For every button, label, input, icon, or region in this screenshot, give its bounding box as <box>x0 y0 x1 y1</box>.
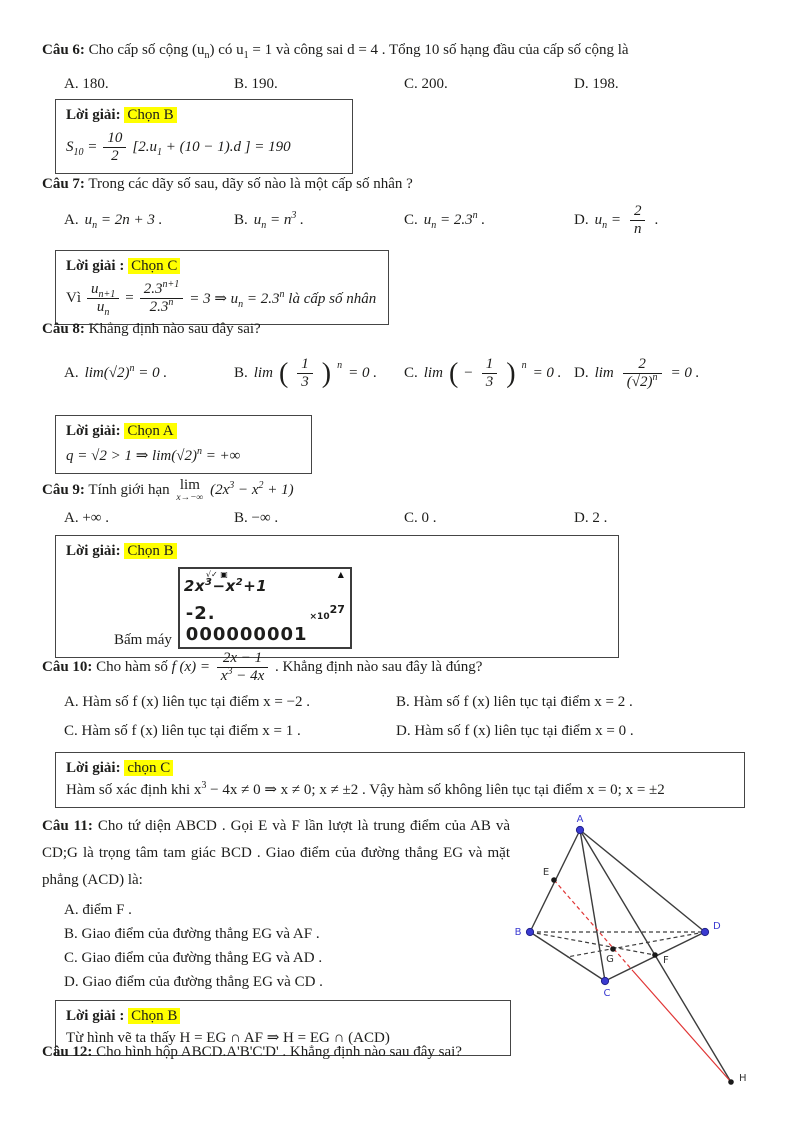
q7-option-c <box>404 210 574 232</box>
q8-d-num: 2 <box>623 356 662 374</box>
q8-b-exponent: n <box>337 360 343 372</box>
q6-option-d: D. 198. <box>574 75 619 92</box>
q8-b-num: 1 <box>297 356 313 374</box>
q9-option-c: C. 0 . <box>404 509 437 526</box>
q8-letter-c: C. <box>404 365 418 382</box>
median-D-G-dashed <box>567 932 705 957</box>
q7-option-b <box>234 210 404 232</box>
q9-loigiai-label: Lời giải: <box>66 542 121 559</box>
question-7 <box>42 174 756 325</box>
q8-d-lim: lim <box>594 365 614 382</box>
q11-loigiai-label: Lời giải : <box>66 1008 125 1024</box>
point-F-dot <box>652 952 658 958</box>
q7-option-d-post: . <box>654 212 659 229</box>
q9-option-b: B. −∞ . <box>234 509 279 526</box>
point-label-E: E <box>542 867 550 878</box>
q8-label: Câu 8: <box>42 321 85 337</box>
q10-solution-head <box>66 758 734 778</box>
q11-label: Câu 11: <box>42 818 93 834</box>
q6-loigiai-label: Lời giải: <box>66 106 121 123</box>
q9-solution-box <box>55 535 619 658</box>
point-E-dot <box>551 877 557 883</box>
q8-option-a-math: $\lim(√2)^n = 0$ . <box>84 363 168 382</box>
q8-d-post: = 0 . <box>670 365 700 382</box>
tetrahedron-diagram <box>506 810 794 1104</box>
q7-letter-c: C. <box>404 212 418 229</box>
q6-option-b: B. 190. <box>234 75 278 92</box>
question-6 <box>42 40 756 174</box>
q11-solution-body: Từ hình vẽ ta thấy H = EG ∩ AF ⇒ H = EG ∩ (ACD) <box>66 1030 390 1046</box>
point-label-H: H <box>739 1073 747 1084</box>
q7-formula-post: = 3 ⇒ $u_n = 2.3^n$ là cấp số nhân <box>189 289 377 310</box>
q8-loigiai-label: Lời giải: <box>66 422 121 439</box>
q10-option-d: D. Hàm số f (x) liên tục tại điểm x = 0 . <box>396 722 634 739</box>
q7-letter-a: A. <box>64 212 79 229</box>
q9-option-d: D. 2 . <box>574 509 608 526</box>
q7-solution-formula <box>66 278 378 318</box>
q7-options <box>42 200 756 242</box>
q9-bam-may-label: Bấm máy <box>114 631 172 648</box>
calc-exponent: 27 <box>329 602 345 616</box>
q7-option-a-math: $u_n = 2n + 3$ . <box>84 212 163 232</box>
q10-frac-den: $x^3 - 4x$ <box>220 666 265 685</box>
edge-AD <box>580 830 705 932</box>
q8-solution-formula <box>66 446 301 465</box>
q8-d-fraction <box>623 356 662 392</box>
q9-title <box>42 478 756 504</box>
q7-option-d-pre: $u_n$ = <box>594 212 621 232</box>
point-G-dot <box>610 946 616 952</box>
q8-b-den: 3 <box>301 374 309 391</box>
q6-option-c: C. 200. <box>404 75 448 92</box>
q8-c-post: = 0 . <box>532 365 562 382</box>
q7-f1-num: $u_{n+1}$ <box>87 281 119 299</box>
q7-letter-b: B. <box>234 212 248 229</box>
q6-label: Câu 6: <box>42 42 85 58</box>
q7-d-den: n <box>633 221 642 238</box>
q7-option-d <box>574 203 756 239</box>
q8-b-post: = 0 . <box>348 365 377 382</box>
q7-letter-d: D. <box>574 212 589 229</box>
q6-fraction <box>103 130 126 166</box>
q11-option-c: C. Giao điểm của đường thẳng EG và AD . <box>64 950 323 966</box>
q8-b-lim: lim <box>253 365 273 382</box>
q7-title <box>42 174 756 196</box>
point-H-dot <box>728 1079 734 1085</box>
q8-choice-highlight: Chọn A <box>124 423 176 439</box>
q10-title-post: . Khẳng định nào sau đây là đúng? <box>274 659 483 676</box>
q11-title-text: Cho tứ diện ABCD . Gọi E và F lần lượt là trung điểm của AB và CD;G là trọng tâm tam giác BCD . Giao điểm của đường thẳng EG và mặt phẳng (ACD) là: <box>42 818 511 888</box>
q8-c-den: 3 <box>485 374 494 391</box>
calc-times-ten: ×10 <box>309 611 330 622</box>
q9-lim: lim <box>179 477 200 493</box>
vertex-label-B: B <box>514 927 522 938</box>
q6-frac-num: 10 <box>103 130 126 148</box>
q10-choice-highlight: chọn C <box>124 760 173 776</box>
q11-choice-highlight: Chọn B <box>128 1008 180 1024</box>
point-label-F: F <box>663 955 669 966</box>
q7-f2-num: $2.3^{n+1}$ <box>140 281 184 299</box>
q6-frac-den: 2 <box>111 148 119 164</box>
q12-label: Câu 12: <box>42 1044 93 1060</box>
line-EG-red-dashed <box>554 880 633 971</box>
q7-formula-vi: Vì <box>66 290 81 306</box>
calc-status-icons: √✓ ▣ <box>205 569 228 579</box>
q11-option-d: D. Giao điểm của đường thẳng EG và CD . <box>64 974 323 990</box>
q8-solution-box <box>55 415 312 474</box>
q7-f2-den: 2.3$^n$ <box>149 297 174 315</box>
line-GH-red-solid <box>633 971 731 1082</box>
q6-formula-post: [$2.u_1 + (10 - 1).d$ ] = 190 <box>132 139 291 158</box>
q7-option-c-math: $u_n = 2.3^n$ . <box>423 210 486 232</box>
vertex-label-A: A <box>576 814 584 825</box>
q8-solution-head <box>66 421 301 441</box>
q6-option-a: A. 180. <box>64 75 109 92</box>
q8-letter-d: D. <box>574 365 589 382</box>
q10-option-c: C. Hàm số f (x) liên tục tại điểm x = 1 . <box>64 722 301 739</box>
q8-b-fraction <box>297 356 313 392</box>
question-9 <box>42 478 756 658</box>
q12-title-text: Cho hình hộp ABCD.A'B'C'D' . Khẳng định nào sau đây sai? <box>96 1044 462 1060</box>
q8-d-den: $(√2)^n$ <box>626 372 658 391</box>
q8-c-exponent: n <box>521 360 527 372</box>
vertex-D-dot <box>701 928 708 935</box>
q8-c-minus: − <box>464 365 473 382</box>
q7-option-d-fraction <box>630 203 646 239</box>
q8-c-lim: lim <box>423 365 443 382</box>
q6-solution-head <box>66 105 342 125</box>
q9-lim-subscript: x→−∞ <box>176 493 204 503</box>
q7-solution-box <box>55 250 389 326</box>
q8-option-c: C. lim ( − $\frac{1}{3}$ ) n = 0 . <box>404 356 562 391</box>
q10-fx: f (x) = <box>171 659 211 676</box>
vertex-C-dot <box>601 977 608 984</box>
q8-c-fraction <box>482 356 498 392</box>
calc-result-mantissa: -2. 000000001 <box>185 602 308 645</box>
q7-option-b-math: $u_n = n^3$ . <box>253 210 304 232</box>
q7-d-num: 2 <box>630 203 646 221</box>
q7-solution-head <box>66 256 378 276</box>
q10-fraction <box>217 650 268 686</box>
q8-options <box>42 343 756 405</box>
q9-choice-highlight: Chọn B <box>124 543 176 559</box>
q8-solution-body: q = √2 > 1 ⇒ $\lim(√2)^n$ = +∞ <box>66 445 241 464</box>
q6-formula-pre: $S_{10}$ = <box>66 139 98 158</box>
q8-letter-a: A. <box>64 365 79 382</box>
q9-calculator-row <box>114 567 608 649</box>
q11-option-a: A. điểm F . <box>64 902 132 918</box>
q6-title <box>42 40 756 62</box>
q6-options <box>42 76 756 93</box>
q11-option-b: B. Giao điểm của đường thẳng EG và AF . <box>64 926 320 942</box>
calc-cursor-icon: ▲ <box>337 569 344 579</box>
q10-option-b: B. Hàm số f (x) liên tục tại điểm x = 2 . <box>396 693 633 710</box>
q7-equals: = <box>125 290 134 306</box>
vertex-label-C: C <box>603 988 611 999</box>
q10-label: Câu 10: <box>42 659 93 676</box>
q10-options <box>42 694 756 740</box>
q9-expression: $(2x^3 - x^2 + 1)$ <box>210 480 294 499</box>
question-10 <box>42 650 756 808</box>
q10-loigiai-label: Lời giải: <box>66 759 121 776</box>
q9-title-text: Tính giới hạn <box>88 482 170 499</box>
q7-sol-fraction-2 <box>140 278 184 317</box>
q9-lim-stack <box>176 478 203 504</box>
q8-c-num: 1 <box>482 356 498 374</box>
calc-expression: $2x^3-x^2+1$ <box>183 576 268 595</box>
q11-solution-head <box>66 1006 500 1026</box>
q8-option-d <box>574 356 756 392</box>
q6-title-text: Cho cấp số cộng $(u_n)$ có $u_1 = 1$ và công sai d = 4 . Tổng 10 số hạng đầu của cấp số cộng là <box>88 42 629 61</box>
q9-option-a: A. +∞ . <box>64 509 109 526</box>
q7-choice-highlight: Chọn C <box>128 258 180 274</box>
q6-solution-box <box>55 99 353 175</box>
point-label-G: G <box>606 954 614 965</box>
q7-title-text: Trong các dãy số sau, dãy số nào là một cấp số nhân ? <box>88 176 413 192</box>
q8-title-text: Khẳng định nào sau đây sai? <box>88 321 261 337</box>
q8-letter-b: B. <box>234 365 248 382</box>
q9-options <box>42 510 756 527</box>
q10-frac-num: 2x − 1 <box>217 650 268 668</box>
q11-title <box>42 813 510 894</box>
q7-option-a <box>64 212 234 232</box>
vertex-A-dot <box>576 826 583 833</box>
q10-option-a: A. Hàm số f (x) liên tục tại điểm x = −2 . <box>64 693 311 710</box>
q8-option-a <box>64 365 234 382</box>
edge-AC <box>580 830 605 981</box>
q7-sol-fraction-1 <box>87 281 119 317</box>
q10-solution-body: Hàm số xác định khi $x^3 - 4x \ne 0$ ⇒ x ≠ 0; x ≠ ±2 . Vậy hàm số không liên tục tại điểm x = 0; x = ±2 <box>66 779 665 798</box>
q8-option-b: B. lim ( $\frac{1}{3}$ ) n = 0 . <box>234 356 377 391</box>
q10-title <box>42 650 756 686</box>
q6-choice-highlight: Chọn B <box>124 107 176 123</box>
q7-loigiai-label: Lời giải : <box>66 257 125 274</box>
q9-label: Câu 9: <box>42 482 85 499</box>
calculator-display <box>178 567 352 649</box>
q10-title-pre: Cho hàm số <box>96 659 168 676</box>
question-8 <box>42 319 756 474</box>
q9-solution-head <box>66 541 608 561</box>
vertex-B-dot <box>526 928 533 935</box>
q10-solution-box <box>55 752 745 808</box>
vertex-label-D: D <box>713 921 721 932</box>
q7-f1-den: $u_n$ <box>96 299 110 318</box>
q7-label: Câu 7: <box>42 176 85 192</box>
q8-title <box>42 319 756 341</box>
q6-solution-formula <box>66 130 342 166</box>
calc-result <box>186 603 345 645</box>
